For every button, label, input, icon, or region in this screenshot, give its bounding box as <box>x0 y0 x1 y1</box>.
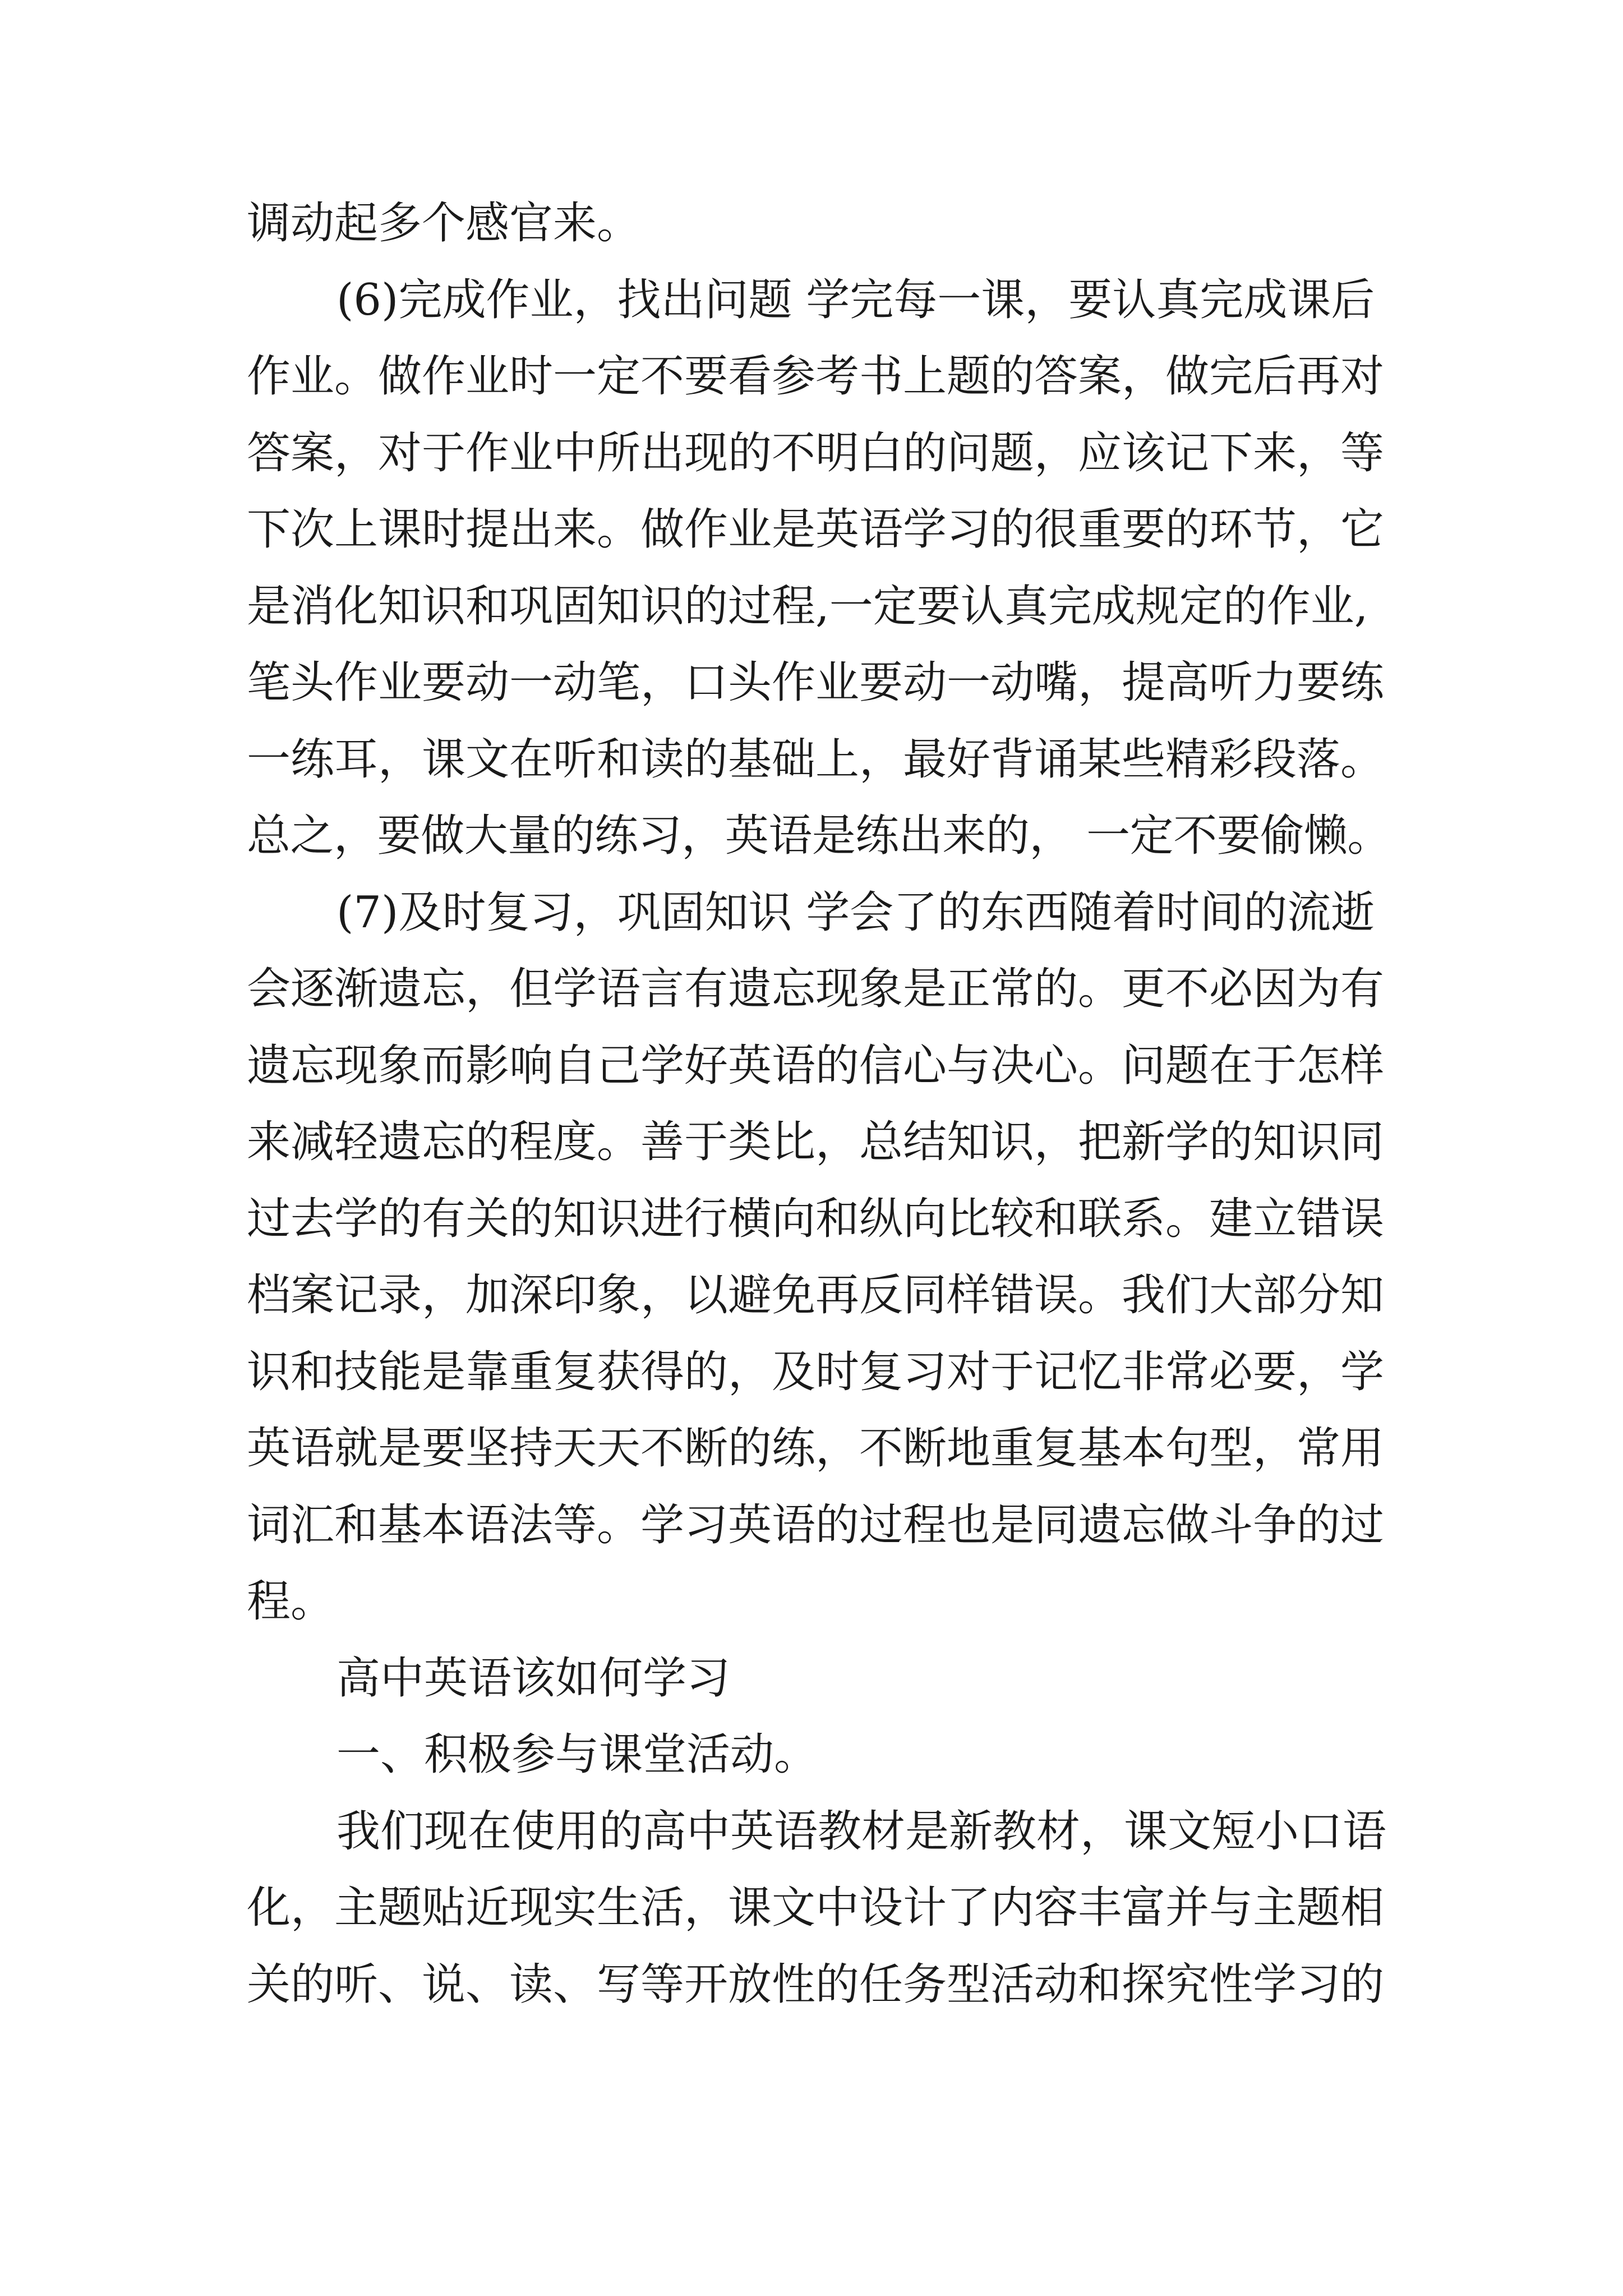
text-line: 一、积极参与课堂活动。 <box>336 1729 818 1780</box>
text-line: 是消化知识和巩固知识的过程,一定要认真完成规定的作业, <box>247 581 1368 632</box>
text-line: 化，主题贴近现实生活，课文中设计了内容丰富并与主题相 <box>247 1883 1385 1933</box>
text-line: 下次上课时提出来。做作业是英语学习的很重要的环节，它 <box>247 504 1385 555</box>
text-line: 总之，要做大量的练习，英语是练出来的， 一定不要偷懒。 <box>247 811 1391 861</box>
text-line: 来减轻遗忘的程度。善于类比，总结知识，把新学的知识同 <box>247 1117 1385 1167</box>
text-line: 作业。做作业时一定不要看参考书上题的答案，做完后再对 <box>247 351 1385 402</box>
text-line: 程。 <box>247 1576 335 1627</box>
text-line: 我们现在使用的高中英语教材是新教材，课文短小口语 <box>336 1806 1387 1857</box>
text-line: 会逐渐遗忘，但学语言有遗忘现象是正常的。更不必因为有 <box>247 964 1385 1014</box>
text-line: 识和技能是靠重复获得的，及时复习对于记忆非常必要，学 <box>247 1346 1385 1397</box>
text-line: 调动起多个感官来。 <box>247 198 641 249</box>
body-text <box>247 185 1391 2023</box>
text-line: 高中英语该如何学习 <box>336 1653 731 1704</box>
text-line: 过去学的有关的知识进行横向和纵向比较和联系。建立错误 <box>247 1193 1385 1244</box>
text-line: 遗忘现象而影响自己学好英语的信心与决心。问题在于怎样 <box>247 1040 1385 1091</box>
text-line: 答案，对于作业中所出现的不明白的问题，应该记下来，等 <box>247 427 1385 478</box>
text-line: 词汇和基本语法等。学习英语的过程也是同遗忘做斗争的过 <box>247 1499 1385 1550</box>
text-line: 英语就是要坚持天天不断的练，不断地重复基本句型，常用 <box>247 1423 1385 1474</box>
text-line: (7)及时复习，巩固知识 学会了的东西随着时间的流逝 <box>336 887 1375 938</box>
text-line: (6)完成作业，找出问题 学完每一课，要认真完成课后 <box>336 274 1375 325</box>
text-line: 一练耳，课文在听和读的基础上，最好背诵某些精彩段落。 <box>247 734 1385 785</box>
text-line: 档案记录，加深印象，以避免再反同样错误。我们大部分知 <box>247 1270 1385 1320</box>
text-line: 关的听、说、读、写等开放性的任务型活动和探究性学习的 <box>247 1959 1385 2010</box>
text-line: 笔头作业要动一动笔，口头作业要动一动嘴，提高听力要练 <box>247 657 1385 708</box>
